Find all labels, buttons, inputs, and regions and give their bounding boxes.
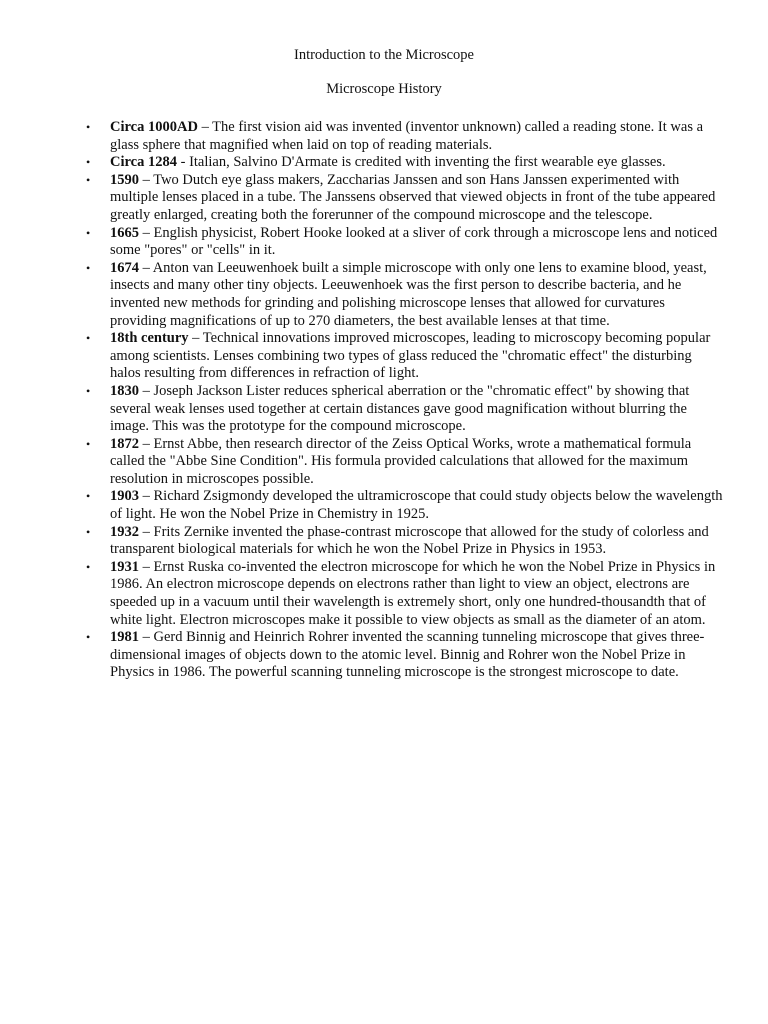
list-item [86,154,724,172]
list-item [86,382,724,436]
item-date: 1981 [110,629,139,646]
item-date: 18th century [110,330,189,347]
item-date: 1932 [110,523,139,540]
document-title: Introduction to the Microscope [294,47,474,63]
bullet-icon: • [86,489,91,504]
bullet-icon: • [86,559,91,574]
list-item [86,259,724,330]
item-text: – Ernst Abbe, then research director of the Zeiss Optical Works, wrote a mathematical formula called the "Abbe Sine Condition". His formula provided calculations that allowed for the maximum resolution in microscopes possible. [110,435,692,487]
bullet-icon: • [86,331,91,346]
item-text: - Italian, Salvino D'Armate is credited with inventing the first wearable eye glasses. [177,154,666,171]
bullet-icon: • [86,630,91,645]
item-date: 1830 [110,382,139,399]
item-date: 1903 [110,488,139,505]
bullet-icon: • [86,260,91,275]
list-item [86,558,724,629]
section-heading: Microscope History [326,81,442,97]
item-text: – Frits Zernike invented the phase-contrast microscope that allowed for the study of colorless and transparent biological materials for which he won the Nobel Prize in Physics in 1953. [110,523,709,558]
item-text: – Technical innovations improved microscopes, leading to microscopy becoming popular among scientists. Lenses combining two types of glass reduced the "chromatic effect" the disturbing halos resulting from differences in refraction of light. [110,330,711,382]
item-text: – Richard Zsigmondy developed the ultramicroscope that could study objects below the wavelength of light. He won the Nobel Prize in Chemistry in 1925. [110,488,723,523]
item-date: Circa 1284 [110,154,177,171]
item-date: 1872 [110,435,139,452]
history-list [86,119,724,682]
item-date: 1590 [110,171,139,188]
item-text: – The first vision aid was invented (inventor unknown) called a reading stone. It was a glass sphere that magnified when laid on top of reading materials. [110,119,704,153]
bullet-icon: • [86,524,91,539]
bullet-icon: • [86,120,91,134]
item-text: – Ernst Ruska co-invented the electron microscope for which he won the Nobel Prize in Physics in 1986. An electron microscope depends on electrons rather than light to view an object, electrons are speeded up in a vacuum until their wavelength is extremely short, only one hundred-thousandth that of white light. Electron microscopes make it possible to view objects as small as the diameter of an atom. [110,558,716,628]
item-date: 1931 [110,558,139,575]
item-date: Circa 1000AD [110,119,198,135]
list-item [86,488,724,523]
list-item [86,119,724,154]
bullet-icon: • [86,383,91,398]
bullet-icon: • [86,225,91,240]
item-date: 1665 [110,224,139,241]
item-date: 1674 [110,259,139,276]
list-item [86,435,724,489]
item-text: – Anton van Leeuwenhoek built a simple microscope with only one lens to examine blood, yeast, insects and many other tiny objects. Leeuwenhoek was the first person to describe bacteria, and he invented new methods for grinding and polishing microscope lenses that allowed for curvatures providing magnifications of up to 270 diameters, the best available lenses at that time. [110,259,707,329]
bullet-icon: • [86,436,91,451]
item-text: – English physicist, Robert Hooke looked at a sliver of cork through a microscope lens and noticed some "pores" or "cells" in it. [110,224,718,259]
list-item [86,629,724,682]
item-text: – Two Dutch eye glass makers, Zaccharias Janssen and son Hans Janssen experimented with multiple lenses placed in a tube. The Janssens observed that viewed objects in front of the tube appeared greatly enlarged, creating both the forerunner of the compound microscope and the telescope. [110,171,716,223]
list-item [86,523,724,559]
list-item [86,330,724,383]
item-text: – Gerd Binnig and Heinrich Rohrer invented the scanning tunneling microscope that gives three-dimensional images of objects down to the atomic level. Binnig and Rohrer won the Nobel Prize in Physics in 1986. The powerful scanning tunneling microscope is the strongest microscope to date. [110,629,705,681]
list-item [86,224,724,260]
bullet-icon: • [86,172,91,187]
bullet-icon: • [86,155,91,170]
list-item [86,171,724,225]
item-text: – Joseph Jackson Lister reduces spherical aberration or the "chromatic effect" by showing that several weak lenses used together at certain distances gave good magnification without blurring the image. This was the prototype for the compound microscope. [110,382,690,435]
